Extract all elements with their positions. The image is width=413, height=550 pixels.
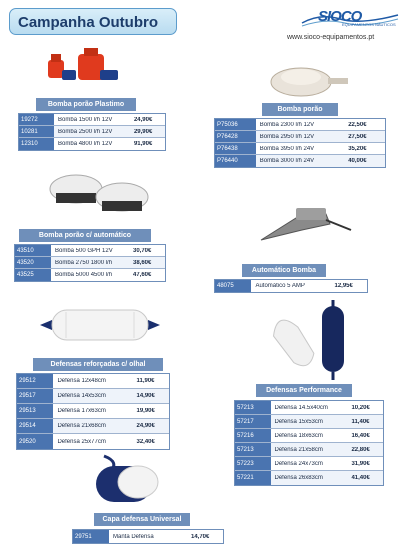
desc: Bomba 2950 l/h 12V xyxy=(259,133,315,140)
code: 57217 xyxy=(235,415,271,428)
website-link[interactable]: www.sioco-equipamentos.pt xyxy=(287,34,375,41)
desc: Defensa 18x63cm xyxy=(274,432,323,439)
price: 27,50€ xyxy=(348,133,367,140)
desc: Defensa 17x63cm xyxy=(57,408,106,414)
price: 22,80€ xyxy=(351,446,370,453)
price: 47,60€ xyxy=(133,272,152,278)
table-plastimo xyxy=(18,113,166,151)
desc: Defensa 15x53cm xyxy=(274,418,323,425)
logo-wordmark: SIOCO xyxy=(318,8,362,25)
section-title-defensas-performance: Defensas Performance xyxy=(256,384,352,397)
desc: Bomba 3950 l/h 24V xyxy=(259,145,315,152)
section-title-capa-defensa: Capa defensa Universal xyxy=(94,513,190,526)
table-row xyxy=(235,429,383,443)
table-row xyxy=(235,415,383,429)
code: 29751 xyxy=(73,530,109,543)
fender-cover-image xyxy=(90,452,168,510)
code: 57223 xyxy=(235,457,271,470)
desc: Automático 5 AMP xyxy=(255,283,305,289)
code: 19272 xyxy=(19,114,54,125)
code: 29513 xyxy=(17,404,53,418)
table-row xyxy=(17,419,169,434)
table-row xyxy=(17,434,169,449)
table-row xyxy=(19,126,165,138)
code: 57213 xyxy=(235,443,271,456)
desc: Manta Defensa xyxy=(113,533,154,540)
price: 10,20€ xyxy=(351,404,370,411)
price: 35,20€ xyxy=(348,145,367,152)
table-row xyxy=(215,143,385,155)
price: 91,90€ xyxy=(133,141,153,147)
code: 29514 xyxy=(17,419,53,433)
performance-fenders-image xyxy=(268,300,368,380)
table-row xyxy=(235,443,383,457)
desc: Defensa 14.5x40cm xyxy=(274,404,328,411)
code: 12310 xyxy=(19,138,54,150)
section-title-bomba-porao: Bomba porão xyxy=(262,103,338,116)
price: 11,40€ xyxy=(351,418,370,425)
table-row xyxy=(19,138,165,150)
table-defensas-reforcadas xyxy=(16,373,170,450)
desc: Defensa 26x83cm xyxy=(274,475,323,481)
table-row xyxy=(215,131,385,143)
price: 32,40€ xyxy=(136,438,155,445)
float-switch-image xyxy=(256,200,356,248)
code: P76438 xyxy=(215,143,256,154)
table-row xyxy=(235,457,383,471)
code: 29520 xyxy=(17,434,53,449)
price: 16,40€ xyxy=(351,432,370,439)
automatic-pumps-image xyxy=(44,163,154,219)
desc: Bomba 1500 l/h 12V xyxy=(58,116,113,123)
table-bomba-porao xyxy=(214,118,386,168)
table-row xyxy=(73,530,223,543)
price: 14,90€ xyxy=(136,393,155,399)
white-fender-image xyxy=(36,302,164,348)
desc: Bomba 500 GPH 12V xyxy=(55,247,113,254)
desc: Bomba 2300 l/h 12V xyxy=(259,121,315,128)
section-title-automatico-bomba: Automático Bomba xyxy=(242,264,326,277)
section-title-defensas-reforcadas: Defensas reforçadas c/ olhal xyxy=(33,358,163,371)
code: 43525 xyxy=(15,269,51,281)
price: 31,90€ xyxy=(351,460,370,467)
code: 29512 xyxy=(17,374,53,388)
price: 24,90€ xyxy=(133,116,153,123)
code: 57213 xyxy=(235,401,271,414)
table-row xyxy=(215,280,367,292)
desc: Defensa 21x68cm xyxy=(57,423,106,429)
code: 29517 xyxy=(17,389,53,403)
code: 48075 xyxy=(215,280,251,292)
desc: Defensa 12x48cm xyxy=(57,378,106,384)
code: P76440 xyxy=(215,155,256,167)
desc: Defensa 24x73cm xyxy=(274,460,323,467)
table-row xyxy=(215,119,385,131)
price: 22,50€ xyxy=(348,121,367,128)
table-row xyxy=(17,404,169,419)
table-capa-defensa xyxy=(72,529,224,544)
table-row xyxy=(17,374,169,389)
table-row xyxy=(15,269,165,281)
table-row xyxy=(19,114,165,126)
table-row xyxy=(235,471,383,485)
section-title-automatico: Bomba porão c/ automático xyxy=(19,229,151,242)
code: P75036 xyxy=(215,119,256,130)
table-automatico xyxy=(14,244,166,282)
code: P76428 xyxy=(215,131,256,142)
table-defensas-performance xyxy=(234,400,384,486)
desc: Bomba 5000 4500 l/h xyxy=(55,272,113,278)
page-title: Campanha Outubro xyxy=(9,8,177,35)
price: 38,60€ xyxy=(133,259,152,266)
desc: Defensa 25x77cm xyxy=(57,438,106,445)
price: 14,70€ xyxy=(191,533,210,540)
price: 30,70€ xyxy=(133,247,152,254)
code: 43510 xyxy=(15,245,51,256)
price: 29,90€ xyxy=(133,128,153,135)
desc: Bomba 2750 1800 l/h xyxy=(55,259,113,266)
desc: Bomba 4800 l/h 12V xyxy=(58,141,113,147)
desc: Defensa 14x53cm xyxy=(57,393,106,399)
desc: Bomba 2500 l/h 12V xyxy=(58,128,113,135)
table-row xyxy=(17,389,169,404)
desc: Defensa 21x58cm xyxy=(274,446,323,453)
price: 19,90€ xyxy=(136,408,155,414)
code: 10281 xyxy=(19,126,54,137)
section-title-plastimo: Bomba porão Plastimo xyxy=(36,98,136,111)
table-row xyxy=(15,257,165,269)
logo-subtitle: EQUIPAMENTOS NÁUTICOS xyxy=(342,22,396,27)
price: 40,00€ xyxy=(348,158,367,164)
desc: Bomba 3000 l/h 24V xyxy=(259,158,315,164)
table-automatico-bomba xyxy=(214,279,368,293)
table-row xyxy=(215,155,385,167)
price: 41,40€ xyxy=(351,475,370,481)
code: 43520 xyxy=(15,257,51,268)
table-row xyxy=(235,401,383,415)
table-row xyxy=(15,245,165,257)
price: 12,95€ xyxy=(334,283,353,289)
bilge-pump-image xyxy=(256,60,356,102)
code: 57216 xyxy=(235,429,271,442)
price: 24,90€ xyxy=(136,423,155,429)
price: 11,90€ xyxy=(136,378,155,384)
plastimo-pumps-image xyxy=(38,40,123,85)
code: 57221 xyxy=(235,471,271,485)
